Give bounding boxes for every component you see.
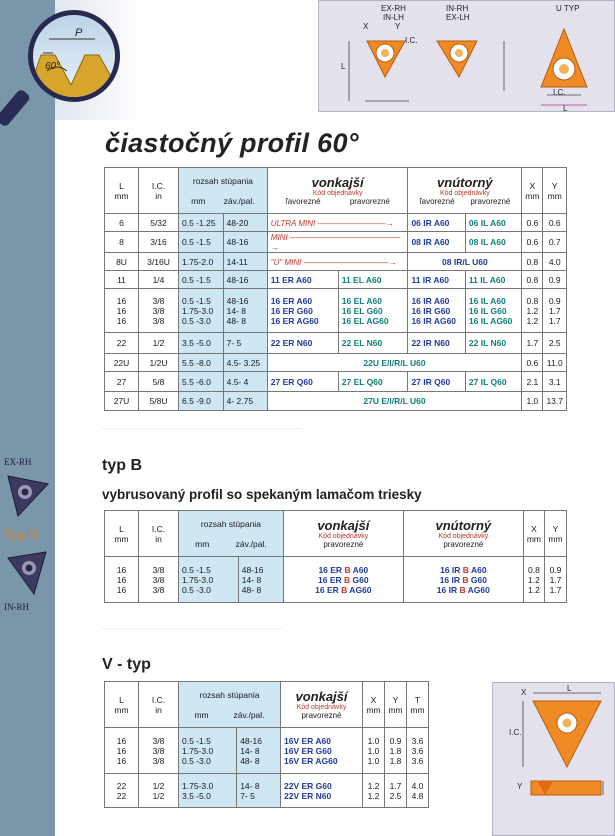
table-row: 8U 3/16U 1.75-2.0 14-11 "U" MINI ——————————→ 08 IR/L U60 0.8 4.0 (105, 253, 567, 271)
table-partial-profile (104, 167, 567, 411)
table-row: 11 1/4 0.5 -1.5 48-16 11 ER A60 11 EL A60 11 IR A60 11 IL A60 0.8 0.9 (105, 271, 567, 289)
col-ic: I.C. in (139, 682, 179, 728)
diagram-ic: I.C. (405, 36, 418, 45)
divider (102, 428, 302, 429)
col-t: T mm (407, 682, 429, 728)
col-y: Y mm (545, 511, 567, 557)
col-x: X mm (363, 682, 385, 728)
section-subtitle-typ-b: vybrusovaný profil so spekaným lamačom triesky (102, 487, 422, 502)
col-internal: vnútorný Kód objednávky ľavorezné pravorezné (408, 168, 522, 214)
diagram-label-in-lh: IN-LH (383, 13, 404, 22)
insert-ex-rh-icon (4, 470, 50, 520)
col-external: vonkajší Kód objednávky pravorezné (283, 511, 403, 557)
col-l: L mm (105, 511, 139, 557)
col-y: Y mm (385, 682, 407, 728)
table-row: 22 1/2 3.5 -5.0 7- 5 22 ER N60 22 EL N60 22 IR N60 22 IL N60 1.7 2.5 (105, 333, 567, 354)
table-typ-b (104, 510, 567, 603)
section-title-v-typ: V - typ (102, 656, 151, 673)
col-internal: vnútorný Kód objednávky pravorezné (403, 511, 523, 557)
diagram-label-ex-lh: EX-LH (446, 13, 470, 22)
angle-label: 60° (45, 61, 61, 72)
diagram-ic-u: I.C. (553, 88, 566, 97)
side-label-typ-b: Typ B (4, 528, 39, 543)
table-row: 16 16 16 3/8 3/8 3/8 0.5 -1.5 1.75-3.0 0.5 -3.0 48-16 14- 8 48- 8 16V ER A60 16V ER G60 16V ER AG60 1.0 1.0 1.0 0.9 1.8 1.8 3.6 3.6 3.6 (105, 728, 429, 774)
insert-shapes-icon (319, 1, 615, 113)
col-x: X mm (522, 168, 543, 214)
v-diagram-x: X (521, 688, 527, 697)
v-diagram-l: L (567, 684, 572, 693)
table-row: 16 16 16 3/8 3/8 3/8 0.5 -1.5 1.75-3.0 0.5 -3.0 48-16 14- 8 48- 8 16 ER B A60 16 ER B G60 16 ER B AG60 16 IR B A60 16 IR B G60 16 IR B AG60 0.8 1.2 1.2 0.9 1.7 1.7 (105, 557, 567, 603)
diagram-l-u: L (563, 104, 568, 113)
insert-in-rh-icon (4, 548, 50, 598)
v-diagram-ic: I.C. (509, 728, 522, 737)
magnifier-logo (28, 10, 120, 102)
pitch-label: P (75, 27, 83, 39)
col-range: rozsah stúpania mm záv./pal. (179, 511, 284, 557)
section-title-typ-b: typ B (102, 457, 142, 474)
table-row: 27 5/8 5.5 -6.0 4.5- 4 27 ER Q60 27 EL Q60 27 IR Q60 27 IL Q60 2.1 3.1 (105, 372, 567, 392)
thread-profile-icon (33, 15, 115, 97)
col-x: X mm (523, 511, 544, 557)
v-diagram-y: Y (517, 782, 523, 791)
diagram-label-u-typ: U TYP (556, 4, 580, 13)
diagram-y: Y (395, 22, 401, 31)
col-external: vonkajší Kód objednávky ľavorezné pravorezné (267, 168, 408, 214)
table-row: 22U 1/2U 5.5 -8.0 4.5- 3.25 22U E/I/R/L U60 0.6 11.0 (105, 354, 567, 372)
col-ic: I.C. in (139, 168, 179, 214)
page-title: čiastočný profil 60° (105, 128, 359, 158)
left-sidebar (0, 0, 55, 836)
table-row: 8 3/16 0.5 -1.5 48-16 MINI —————————————→ 08 IR A60 08 IL A60 0.6 0.7 (105, 232, 567, 253)
col-range: rozsah stúpania mm záv./pal. (179, 168, 268, 214)
table-row: 22 22 1/2 1/2 1.75-3.0 3.5 -5.0 14- 8 7- 5 22V ER G60 22V ER N60 1.2 1.2 1.7 2.5 4.0 4.8 (105, 774, 429, 808)
diagram-l: L (341, 62, 346, 71)
side-label-ex-rh: EX-RH (4, 457, 32, 467)
diagram-label-in-rh: IN-RH (446, 4, 469, 13)
insert-diagrams (318, 0, 615, 112)
v-insert-diagram (492, 682, 615, 836)
v-insert-icon (493, 683, 615, 836)
diagram-label-ex-rh: EX-RH (381, 4, 406, 13)
col-range: rozsah stúpania mm záv./pal. (179, 682, 281, 728)
col-y: Y mm (543, 168, 567, 214)
diagram-x: X (363, 22, 369, 31)
col-external: vonkajší Kód objednávky pravorezné (281, 682, 363, 728)
table-row: 16 16 16 3/8 3/8 3/8 0.5 -1.5 1.75-3.0 0.5 -3.0 48-16 14- 8 48- 8 16 ER A60 16 ER G60 16 ER AG60 16 EL A60 16 EL G60 16 EL AG60 16 IR A60 16 IR G60 16 IR AG60 16 IL A60 16 IL G60 16 IL AG60 0.8 1.2 1.2 0.9 1.7 1.7 (105, 289, 567, 333)
side-label-in-rh: IN-RH (4, 602, 29, 612)
col-l: L mm (105, 682, 139, 728)
table-v-typ (104, 681, 429, 808)
col-ic: I.C. in (139, 511, 179, 557)
divider (102, 628, 282, 629)
col-l: L mm (105, 168, 139, 214)
table-row: 6 5/32 0.5 -1.25 48-20 ULTRA MINI ————————→ 06 IR A60 06 IL A60 0.6 0.6 (105, 214, 567, 232)
table-row: 27U 5/8U 6.5 -9.0 4- 2.75 27U E/I/R/L U60 1.0 13.7 (105, 392, 567, 411)
